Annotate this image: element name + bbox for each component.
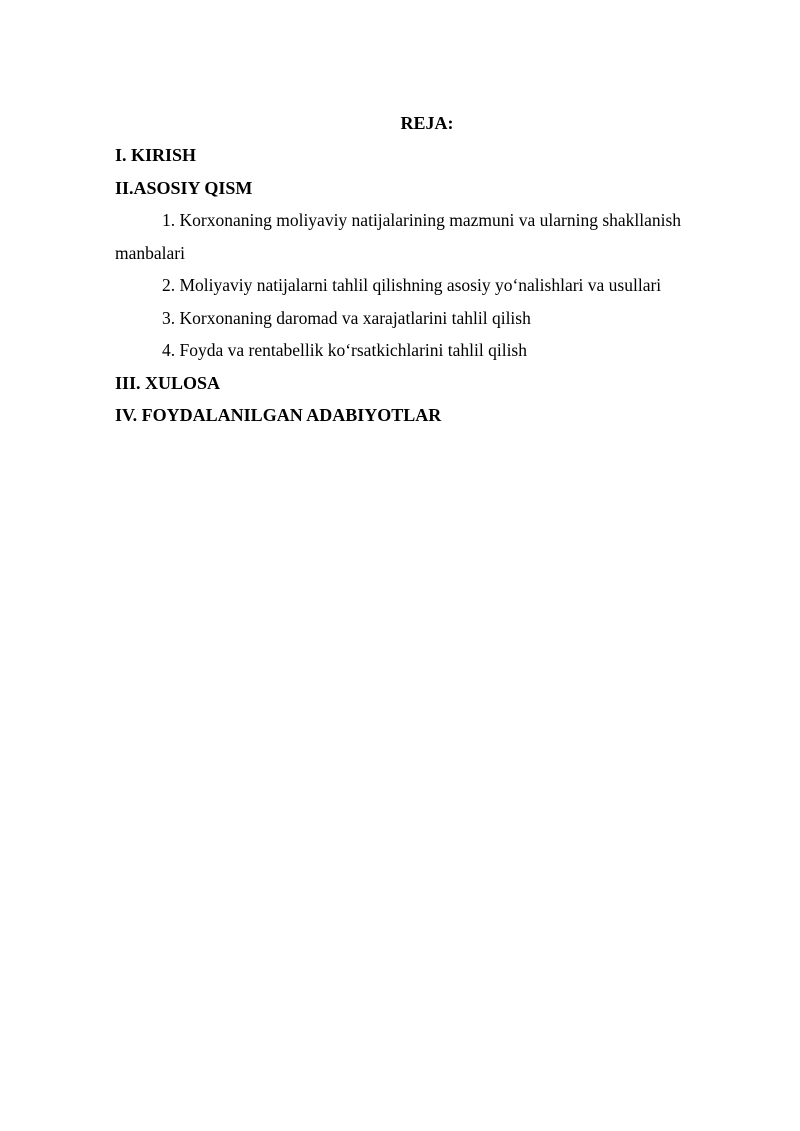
list-item-3: 3. Korxonaning daromad va xarajatlarini tahlil qilish [162, 307, 531, 328]
section-main: II.ASOSIY QISM [115, 177, 253, 198]
page-title: REJA: [400, 113, 454, 133]
section-references: IV. FOYDALANILGAN ADABIYOTLAR [115, 405, 442, 425]
section-conclusion: III. XULOSA [115, 372, 221, 393]
section-intro: I. KIRISH [115, 145, 197, 165]
list-item-1: 1. Korxonaning moliyaviy natijalarining mazmuni va ularning shakllanish manbalari [115, 210, 682, 263]
plan-content [115, 107, 725, 432]
list-item-4: 4. Foyda va rentabellik ko‘rsatkichlarini tahlil qilish [162, 340, 527, 360]
list-item-2: 2. Moliyaviy natijalarni tahlil qilishning asosiy yo‘nalishlari va usullari [162, 275, 662, 295]
